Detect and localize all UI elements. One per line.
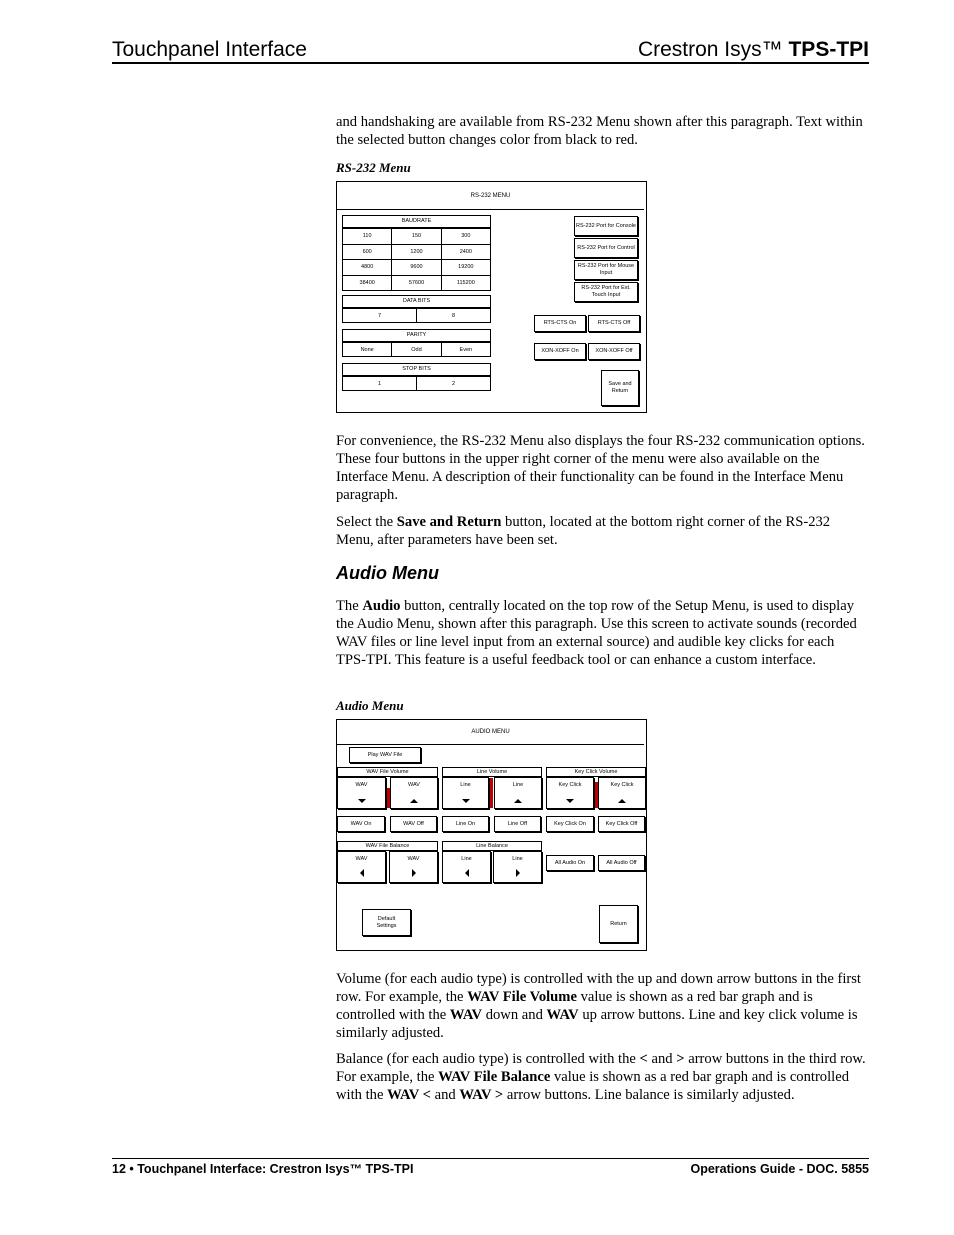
- port-touch-button[interactable]: RS-232 Port for Ext. Touch Input: [574, 282, 638, 302]
- baud-option[interactable]: 1200: [391, 244, 441, 261]
- paragraph-volume: Volume (for each audio type) is controlled with the up and down arrow buttons in the first row. For example, the WAV File Volume value is shown as a red bar graph and is controlled with the WAV down and WAV up arrow buttons. Line and key click volume is similarly adjusted.: [336, 971, 861, 1041]
- line-volume-bar: [490, 778, 493, 808]
- line-volume-label: Line Volume: [442, 767, 542, 777]
- baudrate-label: BAUDRATE: [342, 215, 491, 228]
- paragraph-intro: and handshaking are available from RS-232 Menu shown after this paragraph. Text within the selected button changes color from black to red.: [336, 114, 863, 148]
- footer-right: Operations Guide - DOC. 5855: [690, 1162, 869, 1176]
- all-audio-off-button[interactable]: All Audio Off: [598, 855, 645, 871]
- arrow-up-icon: [514, 799, 522, 803]
- footer-left: 12 • Touchpanel Interface: Crestron Isys™ TPS-TPI: [112, 1162, 414, 1176]
- paragraph-save-return: Select the Save and Return button, located at the bottom right corner of the RS-232 Menu, after parameters have been set.: [336, 514, 831, 548]
- stopbits-option[interactable]: 2: [416, 376, 491, 391]
- arrow-right-icon: [412, 869, 416, 877]
- arrow-down-icon: [566, 799, 574, 803]
- port-control-button[interactable]: RS-232 Port for Control: [574, 238, 638, 258]
- parity-option[interactable]: Odd: [391, 342, 441, 357]
- baud-option[interactable]: 115200: [441, 275, 491, 292]
- header-left-title: Touchpanel Interface: [112, 38, 307, 61]
- wav-off-button[interactable]: WAV Off: [390, 816, 437, 832]
- arrow-down-icon: [462, 799, 470, 803]
- baud-option[interactable]: 2400: [441, 244, 491, 261]
- baud-option[interactable]: 4800: [342, 259, 392, 276]
- caption-audio-menu: Audio Menu: [336, 698, 404, 713]
- arrow-left-icon: [465, 869, 469, 877]
- databits-grid: [343, 309, 491, 323]
- line-volume-down-button[interactable]: Line: [442, 777, 489, 809]
- header-rule: [112, 62, 869, 64]
- baud-option[interactable]: 300: [441, 228, 491, 245]
- parity-grid: [343, 343, 491, 357]
- keyclick-on-button[interactable]: Key Click On: [546, 816, 594, 832]
- baudrate-grid: [343, 229, 491, 291]
- rts-cts-off-button[interactable]: RTS-CTS Off: [588, 315, 640, 332]
- all-audio-on-button[interactable]: All Audio On: [546, 855, 594, 871]
- header-right-title: [638, 38, 869, 62]
- arrow-left-icon: [360, 869, 364, 877]
- header-model: TPS-TPI: [788, 38, 869, 61]
- databits-option[interactable]: 7: [342, 308, 417, 323]
- play-wav-button[interactable]: Play WAV File: [349, 747, 421, 763]
- default-settings-button[interactable]: Default Settings: [362, 909, 411, 936]
- audio-menu-figure: [336, 719, 647, 951]
- baud-option[interactable]: 38400: [342, 275, 392, 292]
- parity-label: PARITY: [342, 329, 491, 342]
- line-balance-label: Line Balance: [442, 841, 542, 851]
- line-volume-up-button[interactable]: Line: [494, 777, 542, 809]
- xon-xoff-on-button[interactable]: XON-XOFF On: [534, 343, 586, 360]
- keyclick-off-button[interactable]: Key Click Off: [598, 816, 645, 832]
- wav-volume-up-button[interactable]: WAV: [390, 777, 438, 809]
- wav-on-button[interactable]: WAV On: [337, 816, 385, 832]
- footer-rule: [112, 1158, 869, 1159]
- caption-rs232-menu: RS-232 Menu: [336, 160, 411, 175]
- parity-option[interactable]: None: [342, 342, 392, 357]
- wav-volume-down-button[interactable]: WAV: [337, 777, 386, 809]
- save-and-return-button[interactable]: Save and Return: [601, 370, 639, 406]
- baud-option[interactable]: 9600: [391, 259, 441, 276]
- keyclick-volume-down-button[interactable]: Key Click: [546, 777, 594, 809]
- paragraph-rs232-options: For convenience, the RS-232 Menu also displays the four RS-232 communication options. These four buttons in the upper right corner of the menu were also available on the Interface Menu. A description of their functionality can be found in the Interface Menu paragraph.: [336, 433, 865, 503]
- xon-xoff-off-button[interactable]: XON-XOFF Off: [588, 343, 640, 360]
- audio-menu-title: AUDIO MENU: [337, 720, 644, 745]
- wav-volume-label: WAV File Volume: [337, 767, 438, 777]
- stopbits-grid: [343, 377, 491, 391]
- baud-option[interactable]: 150: [391, 228, 441, 245]
- rts-cts-on-button[interactable]: RTS-CTS On: [534, 315, 586, 332]
- wav-balance-right-button[interactable]: WAV: [389, 851, 438, 883]
- line-balance-right-button[interactable]: Line: [493, 851, 542, 883]
- baud-option[interactable]: 57600: [391, 275, 441, 292]
- paragraph-audio-intro: The Audio button, centrally located on the top row of the Setup Menu, is used to display the Audio Menu, shown after this paragraph. Use this screen to activate sounds (recorded WAV files or line level input from an external source) and audible key clicks for each TPS-TPI. This feature is a useful feedback tool or can enhance a custom interface.: [336, 598, 857, 668]
- port-console-button[interactable]: RS-232 Port for Console: [574, 216, 638, 236]
- baud-option[interactable]: 110: [342, 228, 392, 245]
- rs232-menu-title: RS-232 MENU: [337, 182, 644, 210]
- rs232-menu-figure: [336, 181, 647, 413]
- arrow-up-icon: [410, 799, 418, 803]
- header-product-name: Crestron Isys™: [637, 38, 789, 61]
- stopbits-option[interactable]: 1: [342, 376, 417, 391]
- keyclick-volume-up-button[interactable]: Key Click: [598, 777, 646, 809]
- port-mouse-button[interactable]: RS-232 Port for Mouse Input: [574, 260, 638, 280]
- arrow-up-icon: [618, 799, 626, 803]
- stopbits-label: STOP BITS: [342, 363, 491, 376]
- keyclick-volume-label: Key Click Volume: [546, 767, 646, 777]
- baud-option[interactable]: 600: [342, 244, 392, 261]
- wav-balance-left-button[interactable]: WAV: [337, 851, 386, 883]
- line-off-button[interactable]: Line Off: [494, 816, 541, 832]
- line-on-button[interactable]: Line On: [442, 816, 489, 832]
- line-balance-left-button[interactable]: Line: [442, 851, 491, 883]
- paragraph-balance: Balance (for each audio type) is controlled with the < and > arrow buttons in the third row. For example, the WAV File Balance value is shown as a red bar graph and is controlled with the WAV < and WAV > arrow buttons. Line balance is similarly adjusted.: [336, 1051, 866, 1103]
- arrow-right-icon: [516, 869, 520, 877]
- wav-balance-label: WAV File Balance: [337, 841, 438, 851]
- return-button[interactable]: Return: [599, 905, 638, 943]
- baud-option[interactable]: 19200: [441, 259, 491, 276]
- databits-option[interactable]: 8: [416, 308, 491, 323]
- databits-label: DATA BITS: [342, 295, 491, 308]
- parity-option[interactable]: Even: [441, 342, 491, 357]
- heading-audio-menu: Audio Menu: [336, 563, 439, 583]
- arrow-down-icon: [358, 799, 366, 803]
